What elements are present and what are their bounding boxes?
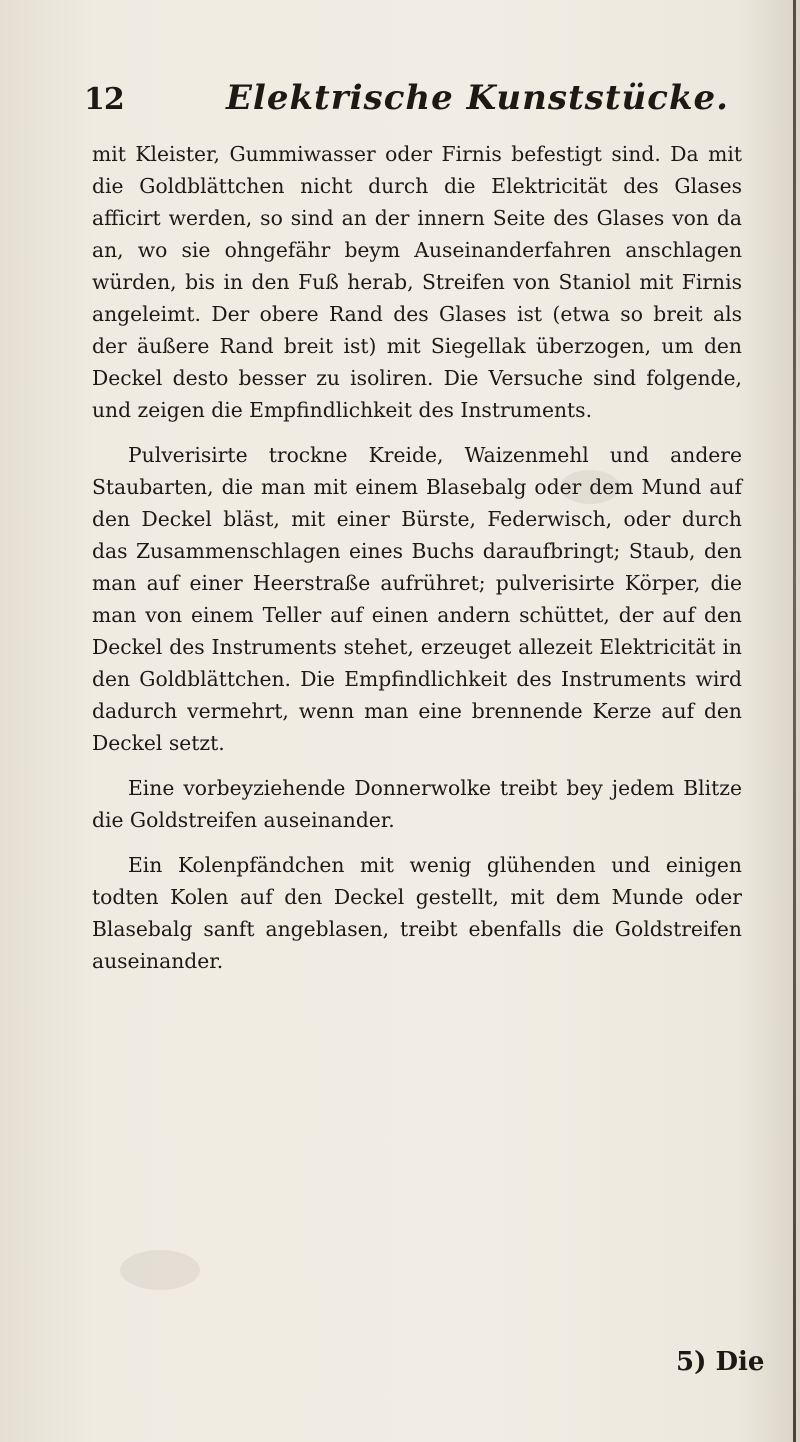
page-header [84,78,729,128]
paragraph: Ein Kolenpfändchen mit wenig glühenden und einigen todten Kolen auf den Deckel gestellt, mit dem Munde oder Blasebalg sanft angeblasen, treibt ebenfalls die Goldstreifen auseinander. [92,853,742,973]
catchword: 5) Die [676,1347,765,1377]
paragraph: Eine vorbeyziehende Donnerwolke treibt bey jedem Blitze die Goldstreifen auseinander. [92,776,742,832]
paragraph: mit Kleister, Gummiwasser oder Firnis befestigt sind. Da mit die Goldblättchen nicht durch die Elektricität des Glases afficirt werden, so sind an der innern Seite des Glases von da an, wo sie ohngefähr beym Auseinanderfahren anschlagen würden, bis in den Fuß herab, Streifen von Staniol mit Firnis angeleimt. Der obere Rand des Glases ist (etwa so breit als der äußere Rand breit ist) mit Siegellak überzogen, um den Deckel desto besser zu isoliren. Die Versuche sind folgende, und zeigen die Empfindlichkeit des Instruments. [92,142,742,422]
running-title: Elektrische Kunststücke. [226,78,729,118]
body-text [92,138,742,977]
paper-stain [120,1250,200,1290]
paragraph: Pulverisirte trockne Kreide, Waizenmehl und andere Staubarten, die man mit einem Blasebalg oder dem Mund auf den Deckel bläst, mit einer Bürste, Federwisch, oder durch das Zusammenschlagen eines Buchs daraufbringt; Staub, den man auf einer Heerstraße aufrühret; pulverisirte Körper, die man von einem Teller auf einen andern schüttet, der auf den Deckel des Instruments stehet, erzeuget allezeit Elektricität in den Goldblättchen. Die Empfindlichkeit des Instruments wird dadurch vermehrt, wenn man eine brennende Kerze auf den Deckel setzt. [92,443,742,755]
page-edge-shadow [793,0,796,1442]
page-number: 12 [84,82,124,117]
